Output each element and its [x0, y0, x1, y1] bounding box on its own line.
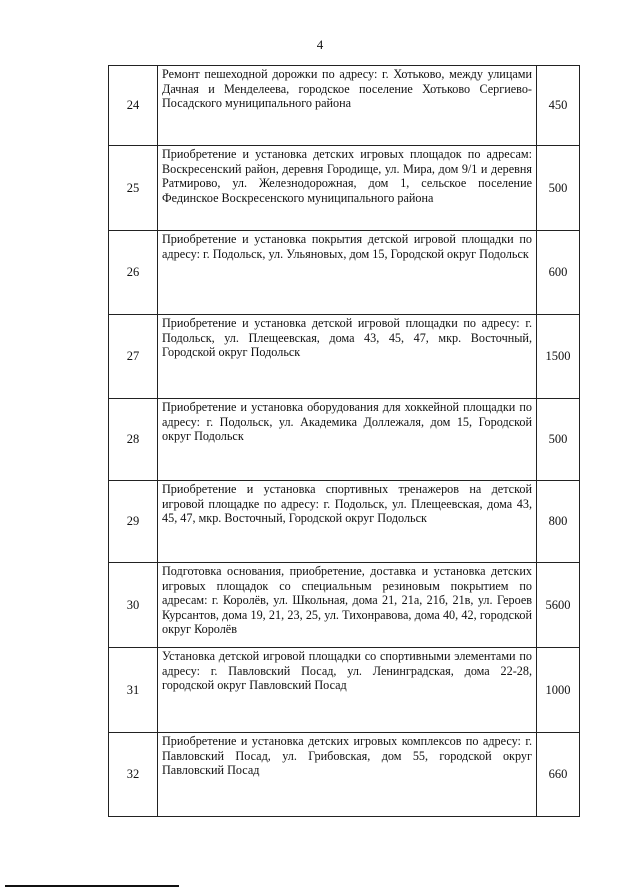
- description-cell: Приобретение и установка детской игровой площадки по адресу: г. Подольск, ул. Плещеевская, дома 43, 45, 47, мкр. Восточный, Городской округ Подольск: [158, 315, 537, 399]
- amount-cell: 600: [537, 231, 580, 315]
- table-row: [109, 146, 580, 231]
- description-cell: Приобретение и установка покрытия детской игровой площадки по адресу: г. Подольск, ул. Ульяновых, дом 15, Городской округ Подольск: [158, 231, 537, 315]
- row-number-cell: 25: [109, 146, 158, 231]
- table-row: [109, 315, 580, 399]
- amount-cell: 660: [537, 733, 580, 817]
- amount-cell: 500: [537, 399, 580, 481]
- description-cell: Подготовка основания, приобретение, доставка и установка детских игровых площадок со специальным резиновым покрытием по адресам: г. Королёв, ул. Школьная, дома 21, 21а, 21б, 21в, ул. Героев Курсантов, дома 19, 21, 23, 25, ул. Тихонравова, дома 40, 42, городской округ Королёв: [158, 563, 537, 648]
- row-number-cell: 26: [109, 231, 158, 315]
- amount-cell: 450: [537, 66, 580, 146]
- description-cell: Приобретение и установка детских игровых площадок по адресам: Воскресенский район, деревня Городище, ул. Мира, дом 9/1 и деревня Ратмирово, ул. Железнодорожная, дом 1, сельское поселение Фединское Воскресенского муниципального района: [158, 146, 537, 231]
- amount-cell: 800: [537, 481, 580, 563]
- description-cell: Ремонт пешеходной дорожки по адресу: г. Хотьково, между улицами Дачная и Менделеева, городское поселение Хотьково Сергиево-Посадского муниципального района: [158, 66, 537, 146]
- table-row: [109, 733, 580, 817]
- row-number-cell: 29: [109, 481, 158, 563]
- table-row: [109, 231, 580, 315]
- row-number-cell: 24: [109, 66, 158, 146]
- amount-cell: 500: [537, 146, 580, 231]
- description-cell: Приобретение и установка спортивных тренажеров на детской игровой площадке по адресу: г. Подольск, ул. Плещеевская, дома 43, 45, 47, мкр. Восточный, Городской округ Подольск: [158, 481, 537, 563]
- expenditure-table: [108, 65, 580, 817]
- table-row: [109, 648, 580, 733]
- row-number-cell: 28: [109, 399, 158, 481]
- description-cell: Установка детской игровой площадки со спортивными элементами по адресу: г. Павловский Посад, ул. Ленинградская, дома 22-28, городской округ Павловский Посад: [158, 648, 537, 733]
- amount-cell: 5600: [537, 563, 580, 648]
- bottom-rule: [5, 885, 179, 887]
- description-cell: Приобретение и установка оборудования для хоккейной площадки по адресу: г. Подольск, ул. Академика Доллежаля, дом 15, Городской округ Подольск: [158, 399, 537, 481]
- amount-cell: 1500: [537, 315, 580, 399]
- row-number-cell: 32: [109, 733, 158, 817]
- amount-cell: 1000: [537, 648, 580, 733]
- row-number-cell: 30: [109, 563, 158, 648]
- table-row: [109, 399, 580, 481]
- table-row: [109, 66, 580, 146]
- description-cell: Приобретение и установка детских игровых комплексов по адресу: г. Павловский Посад, ул. Грибовская, дом 55, городской округ Павловский Посад: [158, 733, 537, 817]
- row-number-cell: 31: [109, 648, 158, 733]
- table-row: [109, 481, 580, 563]
- row-number-cell: 27: [109, 315, 158, 399]
- table-row: [109, 563, 580, 648]
- page-number: 4: [316, 37, 324, 52]
